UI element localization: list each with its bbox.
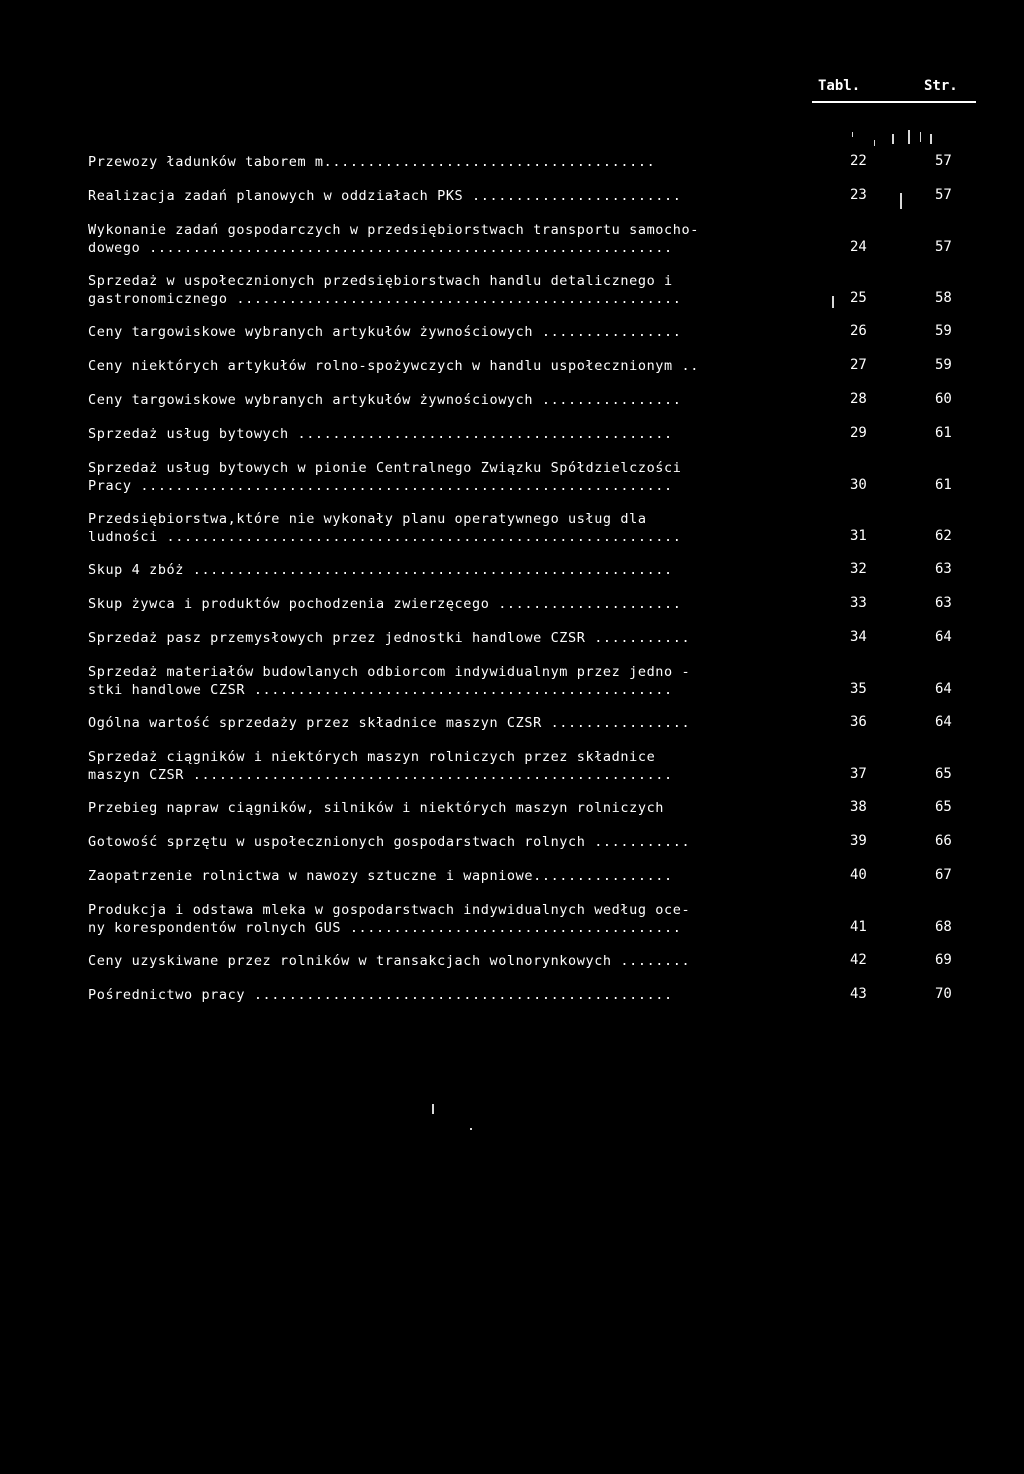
toc-entry-page-number: 69 [935, 952, 952, 968]
toc-entry-page-number: 62 [935, 528, 952, 544]
toc-entry-title-line: Pracy ............................................................. [88, 478, 673, 494]
toc-entry-title-line: Sprzedaż usług bytowych w pionie Centralnego Związku Spółdzielczości [88, 460, 682, 476]
column-header [818, 78, 976, 98]
toc-entry-title [88, 153, 818, 171]
toc-entry-title-line: Ceny niektórych artykułów rolno-spożywczych w handlu uspołecznionym .. [88, 358, 699, 374]
toc-entry-title-line: Sprzedaż usług bytowych ........................................... [88, 426, 673, 442]
str-column-label: Str. [924, 78, 958, 94]
toc-entry-title-line: Ceny uzyskiwane przez rolników w transakcjach wolnorynkowych ........ [88, 953, 691, 969]
scan-artifact [900, 193, 902, 209]
toc-entry-title-line: Ceny targowiskowe wybranych artykułów żywnościowych ................ [88, 324, 682, 340]
scan-artifact [892, 134, 894, 144]
toc-entry-page-number: 66 [935, 833, 952, 849]
toc-entry-title-line: stki handlowe CZSR ................................................ [88, 682, 673, 698]
toc-entry-table-number: 34 [850, 629, 867, 645]
toc-entry-title [88, 357, 818, 375]
toc-entry-title-line: Zaopatrzenie rolnictwa w nawozy sztuczne i wapniowe................ [88, 868, 673, 884]
toc-entry-title-line: Sprzedaż pasz przemysłowych przez jednostki handlowe CZSR ........... [88, 630, 691, 646]
toc-entry-title [88, 748, 818, 784]
toc-entry-table-number: 30 [850, 477, 867, 493]
scan-artifact [920, 132, 921, 142]
toc-entry-title [88, 323, 818, 341]
toc-entry-table-number: 36 [850, 714, 867, 730]
toc-entry-title-line: Przewozy ładunków taborem m...................................... [88, 154, 656, 170]
toc-entry-table-number: 23 [850, 187, 867, 203]
toc-entry-title-line: Skup 4 zbóż ....................................................... [88, 562, 673, 578]
toc-entry-title-line: Pośrednictwo pracy ................................................ [88, 987, 673, 1003]
toc-entry-table-number: 39 [850, 833, 867, 849]
toc-entry-title-line: Przedsiębiorstwa,które nie wykonały planu operatywnego usług dla [88, 511, 647, 527]
toc-entry-title-line: Wykonanie zadań gospodarczych w przedsiębiorstwach transportu samocho- [88, 222, 699, 238]
toc-entry-title-line: ludności ........................................................... [88, 529, 682, 545]
toc-entry-title-line: Sprzedaż w uspołecznionych przedsiębiorstwach handlu detalicznego i [88, 273, 673, 289]
toc-entry-title-line: Skup żywca i produktów pochodzenia zwierzęcego ..................... [88, 596, 682, 612]
scan-artifact [874, 140, 875, 146]
toc-entry-title [88, 595, 818, 613]
toc-entry-page-number: 64 [935, 714, 952, 730]
toc-entry-title [88, 272, 818, 308]
toc-entry-title-line: Sprzedaż materiałów budowlanych odbiorcom indywidualnym przez jedno - [88, 664, 691, 680]
toc-entry-page-number: 64 [935, 681, 952, 697]
tabl-column-label: Tabl. [818, 78, 861, 94]
toc-entry-title [88, 901, 818, 937]
toc-entry-title [88, 561, 818, 579]
toc-entry-page-number: 57 [935, 239, 952, 255]
toc-entry-title-line: Gotowość sprzętu w uspołecznionych gospodarstwach rolnych ........... [88, 834, 691, 850]
toc-entry-page-number: 67 [935, 867, 952, 883]
toc-entry-table-number: 33 [850, 595, 867, 611]
scan-artifact [432, 1104, 434, 1114]
toc-entry-title-line: Realizacja zadań planowych w oddziałach PKS ........................ [88, 188, 682, 204]
toc-entry-title-line: ny korespondentów rolnych GUS ...................................... [88, 920, 682, 936]
toc-entry-page-number: 59 [935, 357, 952, 373]
toc-entry-title [88, 833, 818, 851]
toc-entry-title [88, 867, 818, 885]
toc-entry-table-number: 26 [850, 323, 867, 339]
toc-entry-page-number: 68 [935, 919, 952, 935]
toc-entry-title-line: maszyn CZSR ....................................................... [88, 767, 673, 783]
toc-entry-title-line: gastronomicznego ................................................... [88, 291, 682, 307]
toc-entry-table-number: 27 [850, 357, 867, 373]
toc-entry-table-number: 35 [850, 681, 867, 697]
header-divider [812, 101, 976, 103]
toc-entry-title [88, 663, 818, 699]
toc-entry-title-line: Przebieg napraw ciągników, silników i niektórych maszyn rolniczych [88, 800, 665, 816]
toc-entry-title [88, 510, 818, 546]
toc-entry-table-number: 38 [850, 799, 867, 815]
toc-entry-title [88, 187, 818, 205]
toc-entry-page-number: 59 [935, 323, 952, 339]
toc-entry-table-number: 25 [850, 290, 867, 306]
toc-entry-table-number: 22 [850, 153, 867, 169]
toc-entry-page-number: 63 [935, 595, 952, 611]
toc-entry-page-number: 58 [935, 290, 952, 306]
toc-entry-title [88, 425, 818, 443]
toc-entry-page-number: 70 [935, 986, 952, 1002]
toc-entry-table-number: 31 [850, 528, 867, 544]
scan-artifact [930, 134, 932, 144]
toc-entry-title [88, 986, 818, 1004]
toc-entry-title [88, 714, 818, 732]
toc-entry-table-number: 42 [850, 952, 867, 968]
toc-entry-page-number: 61 [935, 477, 952, 493]
toc-entry-table-number: 43 [850, 986, 867, 1002]
scan-artifact [470, 1128, 472, 1130]
toc-entry-page-number: 57 [935, 153, 952, 169]
toc-entry-title [88, 629, 818, 647]
toc-entry-title-line: Ceny targowiskowe wybranych artykułów żywnościowych ................ [88, 392, 682, 408]
scan-artifact [908, 130, 910, 144]
toc-entry-table-number: 37 [850, 766, 867, 782]
toc-entry-title [88, 799, 818, 817]
toc-entry-table-number: 40 [850, 867, 867, 883]
toc-entry-page-number: 63 [935, 561, 952, 577]
toc-entry-title [88, 391, 818, 409]
toc-entry-table-number: 28 [850, 391, 867, 407]
toc-entry-page-number: 57 [935, 187, 952, 203]
toc-entry-table-number: 29 [850, 425, 867, 441]
toc-entry-table-number: 41 [850, 919, 867, 935]
scan-artifact [852, 132, 853, 137]
toc-entry-title [88, 459, 818, 495]
toc-entry-table-number: 24 [850, 239, 867, 255]
toc-entry-title-line: Ogólna wartość sprzedaży przez składnice maszyn CZSR ................ [88, 715, 691, 731]
toc-entry-title-line: Sprzedaż ciągników i niektórych maszyn rolniczych przez składnice [88, 749, 656, 765]
toc-entry-page-number: 64 [935, 629, 952, 645]
toc-entry-page-number: 61 [935, 425, 952, 441]
toc-entry-page-number: 65 [935, 766, 952, 782]
toc-entry-table-number: 32 [850, 561, 867, 577]
toc-entry-title [88, 952, 818, 970]
toc-entry-page-number: 65 [935, 799, 952, 815]
toc-entry-title-line: Produkcja i odstawa mleka w gospodarstwach indywidualnych według oce- [88, 902, 691, 918]
toc-entry-title [88, 221, 818, 257]
toc-entry-page-number: 60 [935, 391, 952, 407]
scan-artifact [832, 296, 834, 308]
toc-entry-title-line: dowego ............................................................ [88, 240, 673, 256]
